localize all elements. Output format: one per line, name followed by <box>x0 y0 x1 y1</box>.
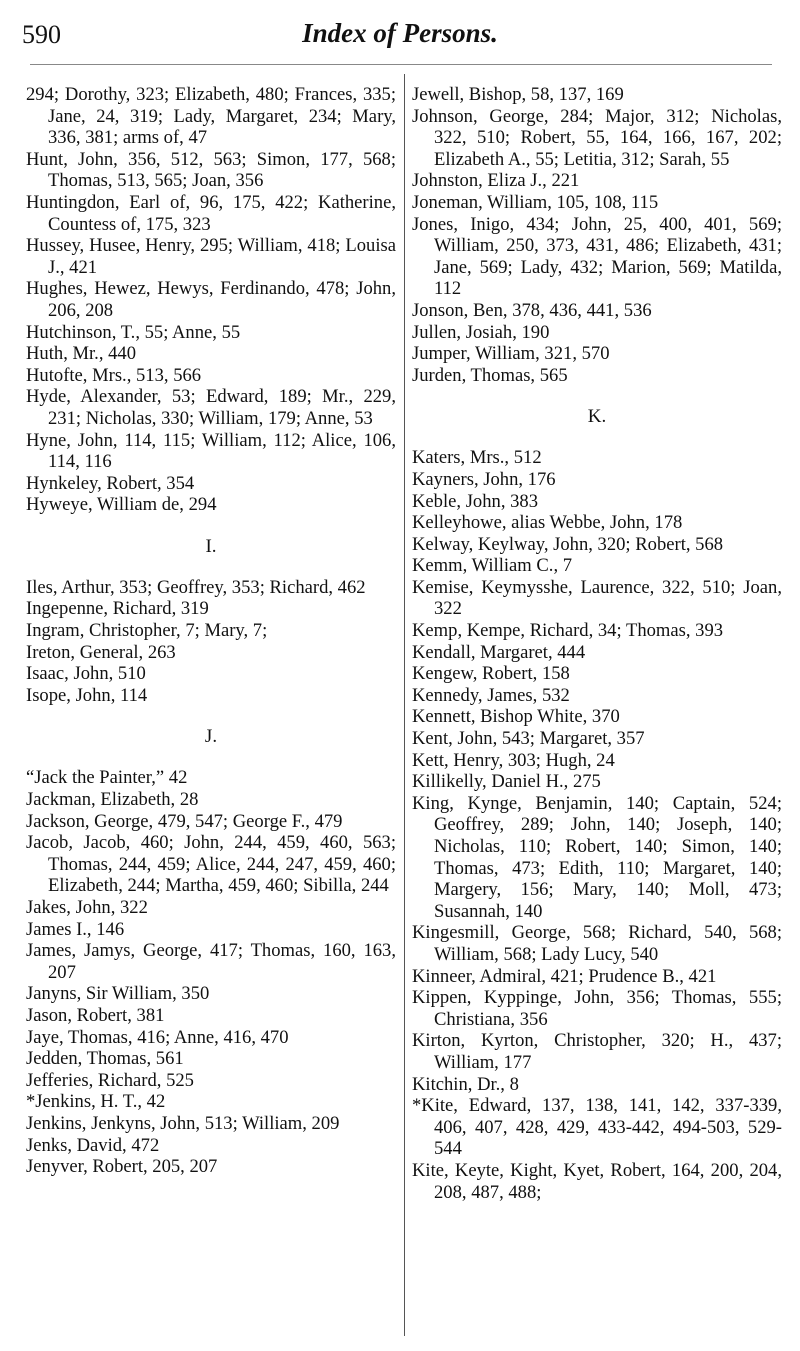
right-column <box>412 84 782 1203</box>
index-entry: Jaye, Thomas, 416; Anne, 416, 470 <box>26 1026 289 1048</box>
index-entry: Kippen, Kyppinge, John, 356; Thomas, 555; Christiana, 356 <box>412 987 782 1030</box>
index-entry: Kemm, William C., 7 <box>412 555 573 577</box>
index-entry: Jurden, Thomas, 565 <box>412 364 568 386</box>
page-header <box>0 14 800 54</box>
index-entry: Hyne, John, 114, 115; William, 112; Alice, 106, 114, 116 <box>26 429 396 473</box>
index-entry: King, Kynge, Benjamin, 140; Captain, 524; Geoffrey, 289; John, 140; Joseph, 140; Nicholas, 110; Robert, 140; Simon, 140; Thomas, 473; Edith, 110; Margaret, 140; Margery, 156; Mary, 140; Moll, 473; Susannah, 140 <box>412 792 782 922</box>
index-entry: Iles, Arthur, 353; Geoffrey, 353; Richard, 462 <box>26 576 366 598</box>
header-rule <box>30 64 772 65</box>
index-entry: Isaac, John, 510 <box>26 663 146 685</box>
index-entry: Hyde, Alexander, 53; Edward, 189; Mr., 229, 231; Nicholas, 330; William, 179; Anne, 53 <box>26 386 396 429</box>
index-entry: Hughes, Hewez, Hewys, Ferdinando, 478; John, 206, 208 <box>26 278 396 321</box>
index-entry: Ireton, General, 263 <box>26 641 176 663</box>
index-entry: Jedden, Thomas, 561 <box>26 1048 184 1070</box>
index-entry: Jacob, Jacob, 460; John, 244, 459, 460, 563; Thomas, 244, 459; Alice, 244, 247, 459, 460; Elizabeth, 244; Martha, 459, 460; Sibilla, 244 <box>26 832 396 897</box>
index-entry: Kent, John, 543; Margaret, 357 <box>412 728 645 750</box>
index-entry: Kelway, Keylway, John, 320; Robert, 568 <box>412 533 724 555</box>
index-entry: Johnson, George, 284; Major, 312; Nicholas, 322, 510; Robert, 55, 164, 166, 167, 202; Elizabeth A., 55; Letitia, 312; Sarah, 55 <box>412 105 782 170</box>
index-entry: Kett, Henry, 303; Hugh, 24 <box>412 749 615 771</box>
index-entry: Huntingdon, Earl of, 96, 175, 422; Katherine, Countess of, 175, 323 <box>26 191 396 235</box>
index-entry: Hynkeley, Robert, 354 <box>26 472 195 494</box>
section-letter-heading: I. <box>205 535 217 557</box>
index-entry: Hunt, John, 356, 512, 563; Simon, 177, 568; Thomas, 513, 565; Joan, 356 <box>26 148 396 192</box>
index-entry: Killikelly, Daniel H., 275 <box>412 771 601 793</box>
index-entry: Jenyver, Robert, 205, 207 <box>26 1156 218 1178</box>
index-entry: Jefferies, Richard, 525 <box>26 1069 194 1091</box>
index-entry: Kemp, Kempe, Richard, 34; Thomas, 393 <box>412 620 724 642</box>
index-entry: Kingesmill, George, 568; Richard, 540, 568; William, 568; Lady Lucy, 540 <box>412 922 782 965</box>
index-entry: Jewell, Bishop, 58, 137, 169 <box>412 84 624 105</box>
index-entry: Kemise, Keymysshe, Laurence, 322, 510; Joan, 322 <box>412 576 782 620</box>
index-entry: Hyweye, William de, 294 <box>26 494 217 516</box>
index-entry: *Jenkins, H. T., 42 <box>26 1091 166 1113</box>
index-entry: Jenkins, Jenkyns, John, 513; William, 209 <box>26 1112 340 1134</box>
index-entry: Jason, Robert, 381 <box>26 1004 165 1026</box>
index-entry: Hutofte, Mrs., 513, 566 <box>26 364 202 386</box>
index-entry: Janyns, Sir William, 350 <box>26 983 210 1005</box>
page-title: Index of Persons. <box>302 18 498 48</box>
index-entry: “Jack the Painter,” 42 <box>26 767 188 789</box>
index-entry: Kennedy, James, 532 <box>412 684 570 706</box>
index-entry: Kennett, Bishop White, 370 <box>412 706 620 728</box>
index-entry: Keble, John, 383 <box>412 490 539 512</box>
index-entry: Kite, Keyte, Kight, Kyet, Robert, 164, 200, 204, 208, 487, 488; <box>412 1159 782 1203</box>
page-number: 590 <box>22 20 61 49</box>
index-entry: 294; Dorothy, 323; Elizabeth, 480; Frances, 335; Jane, 24, 319; Lady, Margaret, 234; Mary, 336, 381; arms of, 47 <box>26 84 396 149</box>
index-entry: Hussey, Husee, Henry, 295; William, 418; Louisa J., 421 <box>26 235 396 278</box>
index-entry: Ingepenne, Richard, 319 <box>26 598 209 620</box>
index-entry: Jackson, George, 479, 547; George F., 479 <box>26 810 343 832</box>
index-entry: Kendall, Margaret, 444 <box>412 641 586 663</box>
index-entry: *Kite, Edward, 137, 138, 141, 142, 337-339, 406, 407, 428, 429, 433-442, 494-503, 529-544 <box>412 1095 782 1160</box>
index-entry: Kayners, John, 176 <box>412 468 556 490</box>
section-letter-heading: K. <box>587 406 607 428</box>
index-entry: James, Jamys, George, 417; Thomas, 160, 163, 207 <box>26 940 396 983</box>
index-entry: Kelleyhowe, alias Webbe, John, 178 <box>412 512 683 534</box>
index-entry: James I., 146 <box>26 918 125 940</box>
index-entry: Kitchin, Dr., 8 <box>412 1073 519 1095</box>
index-entry: Johnston, Eliza J., 221 <box>412 170 580 192</box>
index-entry: Jullen, Josiah, 190 <box>412 321 550 343</box>
index-entry: Ingram, Christopher, 7; Mary, 7; <box>26 620 268 642</box>
index-entry: Hutchinson, T., 55; Anne, 55 <box>26 321 241 343</box>
section-letter-heading: J. <box>204 726 218 748</box>
index-entry: Kirton, Kyrton, Christopher, 320; H., 437; William, 177 <box>412 1030 782 1073</box>
index-entry: Kinneer, Admiral, 421; Prudence B., 421 <box>412 965 717 987</box>
index-entry: Jonson, Ben, 378, 436, 441, 536 <box>412 299 652 321</box>
left-column <box>26 84 396 1178</box>
index-entry: Katers, Mrs., 512 <box>412 447 542 469</box>
index-entry: Kengew, Robert, 158 <box>412 663 570 685</box>
index-entry: Huth, Mr., 440 <box>26 343 137 365</box>
index-entry: Jackman, Elizabeth, 28 <box>26 789 199 811</box>
column-divider <box>404 74 405 1336</box>
index-entry: Jumper, William, 321, 570 <box>412 343 610 365</box>
index-entry: Jakes, John, 322 <box>26 897 148 918</box>
index-entry: Joneman, William, 105, 108, 115 <box>412 191 659 213</box>
index-entry: Jenks, David, 472 <box>26 1134 160 1156</box>
index-entry: Jones, Inigo, 434; John, 25, 400, 401, 569; William, 250, 373, 431, 486; Elizabeth, 431; Jane, 569; Lady, 432; Marion, 569; Matilda, 112 <box>412 213 782 300</box>
index-entry: Isope, John, 114 <box>26 684 148 706</box>
